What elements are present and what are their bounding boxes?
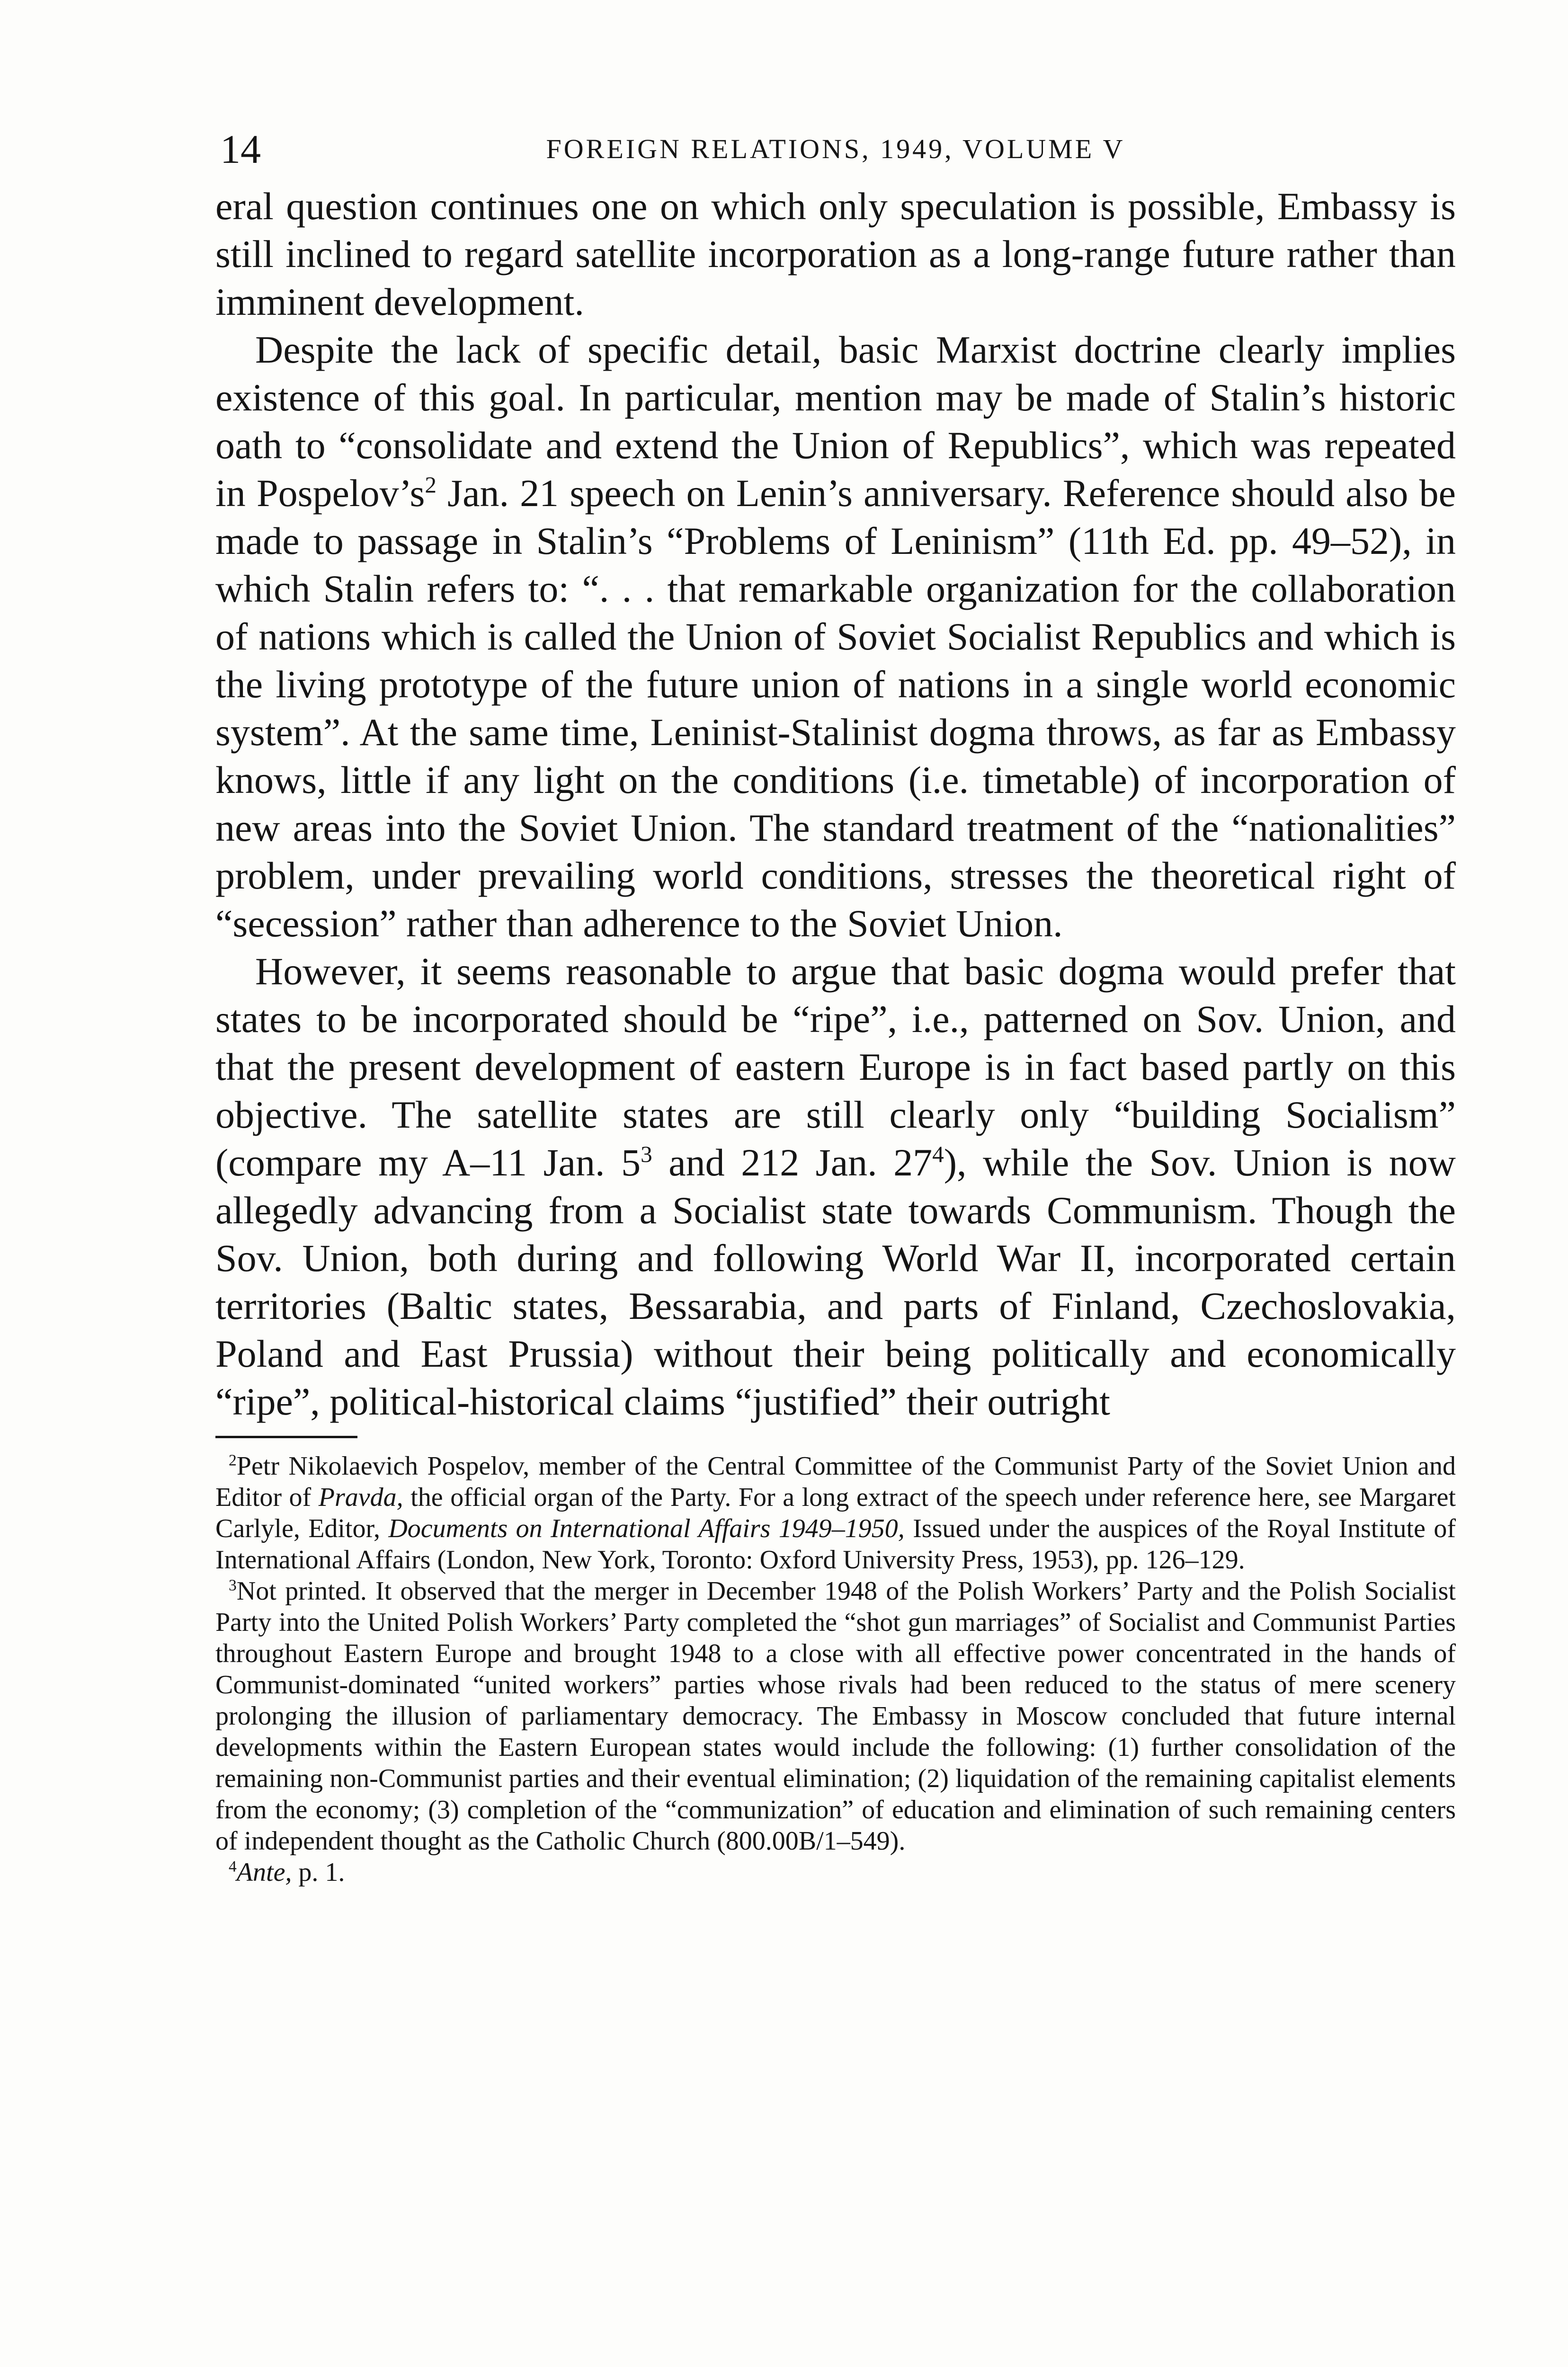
paragraph-doctrine — [215, 326, 1456, 947]
footnote-italic: Ante, — [236, 1858, 292, 1887]
footnote-text: Not printed. It observed that the merger in December 1948 of the Polish Workers’ Party and the Polish Socialist Party into the United Polish Workers’ Party completed the “shot gun marriages” of Socialist and Communist Parties throughout Eastern Europe and brought 1948 to a close with all effective power concentrated in the hands of Communist-dominated “united workers” parties whose rivals had been reduced to the status of mere scenery prolonging the illusion of parliamentary democracy. The Embassy in Moscow concluded that future internal developments within the Eastern European states would include the following: (1) further consolidation of the remaining non-Communist parties and their eventual elimination; (2) liquidation of the remaining capitalist elements from the economy; (3) completion of the “communization” of education and elimination of such remaining centers of independent thought as the Catholic Church (800.00B/1–549). — [215, 1576, 1456, 1856]
page-header — [215, 125, 1456, 182]
footnote-ref[interactable]: 3 — [641, 1141, 652, 1167]
document-page — [215, 125, 1456, 2367]
body-text — [215, 182, 1456, 1425]
footnote-3 — [215, 1575, 1456, 1857]
footnote-ref[interactable]: 4 — [932, 1141, 944, 1167]
footnote-text: Issued under the auspices of the Royal Institute of International Affairs (London, New York, Toronto: Oxford University Press, 1953), pp. 126–129. — [215, 1514, 1456, 1575]
paragraph-text: Jan. 21 speech on Lenin’s anniversary. Reference should also be made to passage in Stalin’s “Problems of Leninism” (11th Ed. pp. 49–52), in which Stalin refers to: “. . . that remarkable organization for the collaboration of nations which is called the Union of Soviet Socialist Republics and which is the living prototype of the future union of nations in a single world economic system”. At the same time, Leninist-Stalinist dogma throws, as far as Embassy knows, little if any light on the conditions (i.e. timetable) of incorporation of new areas into the Soviet Union. The standard treatment of the “nationalities” problem, under prevailing world conditions, stresses the theoretical right of “secession” rather than adherence to the Soviet Union. — [215, 472, 1456, 945]
footnote-2 — [215, 1450, 1456, 1575]
footnote-4 — [215, 1857, 1456, 1888]
footnote-text: Petr Nikolaevich Pospelov, member of the Central Committee of the Communist Party of the Soviet Union and Editor of — [215, 1451, 1456, 1512]
paragraph-text: Despite the lack of specific detail, basic Marxist doctrine clearly implies existence of this goal. In particular, mention may be made of Stalin’s historic oath to “consolidate and extend the Union of Republics”, which was repeated in Pospelov’s — [215, 328, 1456, 515]
running-head: FOREIGN RELATIONS, 1949, VOLUME V — [546, 133, 1125, 164]
footnote-mark: 4 — [229, 1858, 237, 1876]
paragraph-ripe-states — [215, 947, 1456, 1425]
footnote-mark: 3 — [229, 1576, 237, 1594]
paragraph-text: and 212 Jan. 27 — [652, 1141, 933, 1184]
paragraph-text: However, it seems reasonable to argue that basic dogma would prefer that states to be incorporated should be “ripe”, i.e., patterned on Sov. Union, and that the present development of eastern Europe is in fact based partly on this objective. The satellite states are still clearly only “building Socialism” (compare my A–11 Jan. 5 — [215, 950, 1456, 1184]
footnote-text: p. 1. — [292, 1858, 345, 1887]
paragraph-text: ), while the Sov. Union is now allegedly advancing from a Socialist state towards Communism. Though the Sov. Union, both during and following World War II, incorporated certain territories (Baltic states, Bessarabia, and parts of Finland, Czechoslovakia, Poland and East Prussia) without their being politically and economically “ripe”, political-historical claims “justified” their outright — [215, 1141, 1456, 1423]
footnote-italic: Pravda, — [318, 1483, 403, 1512]
footnote-mark: 2 — [229, 1451, 237, 1469]
footnotes — [215, 1450, 1456, 1888]
paragraph-continuation — [215, 182, 1456, 326]
page-number: 14 — [220, 126, 261, 172]
footnote-italic: Documents on International Affairs 1949–1950, — [388, 1514, 905, 1543]
footnote-text: the official organ of the Party. For a long extract of the speech under reference here, see Margaret Carlyle, Editor, — [215, 1483, 1456, 1543]
footnote-divider — [215, 1436, 357, 1438]
footnote-ref[interactable]: 2 — [425, 472, 437, 498]
paragraph-text: eral question continues one on which only speculation is possible, Embassy is still inclined to regard satellite incorporation as a long-range future rather than imminent development. — [215, 185, 1456, 323]
